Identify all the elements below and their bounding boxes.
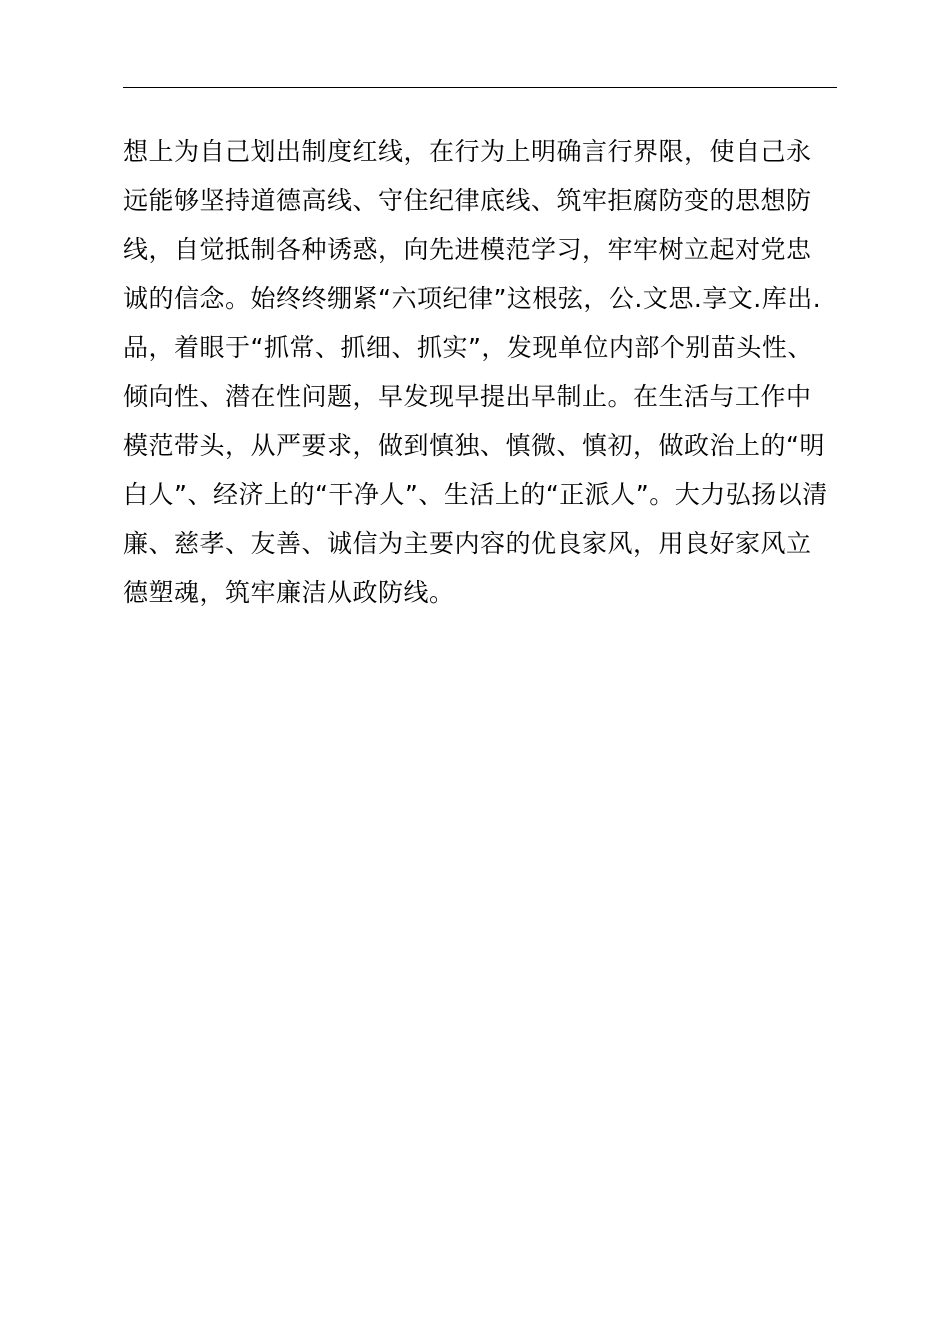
text-line: 廉、慈孝、友善、诚信为主要内容的优良家风，用良好家风立 (123, 529, 812, 558)
text-line: 品，着眼于“抓常、抓细、抓实”，发现单位内部个别苗头性、 (123, 333, 813, 362)
text-line: 诚的信念。始终终绷紧“六项纪律”这根弦，公.文思.享文.库出. (123, 284, 822, 313)
text-line: 模范带头，从严要求，做到慎独、慎微、慎初，做政治上的“明 (123, 431, 825, 460)
text-line: 线，自觉抵制各种诱惑，向先进模范学习，牢牢树立起对党忠 (123, 235, 812, 264)
text-line: 倾向性、潜在性问题，早发现早提出早制止。在生活与工作中 (123, 382, 812, 411)
header-rule (123, 87, 837, 88)
text-line: 白人”、经济上的“干净人”、生活上的“正派人”。大力弘扬以清 (123, 480, 828, 509)
text-line: 远能够坚持道德高线、守住纪律底线、筑牢拒腐防变的思想防 (123, 186, 812, 215)
text-line: 德塑魂，筑牢廉洁从政防线。 (123, 578, 455, 607)
document-body (123, 127, 837, 617)
text-line: 想上为自己划出制度红线，在行为上明确言行界限，使自己永 (123, 137, 812, 166)
